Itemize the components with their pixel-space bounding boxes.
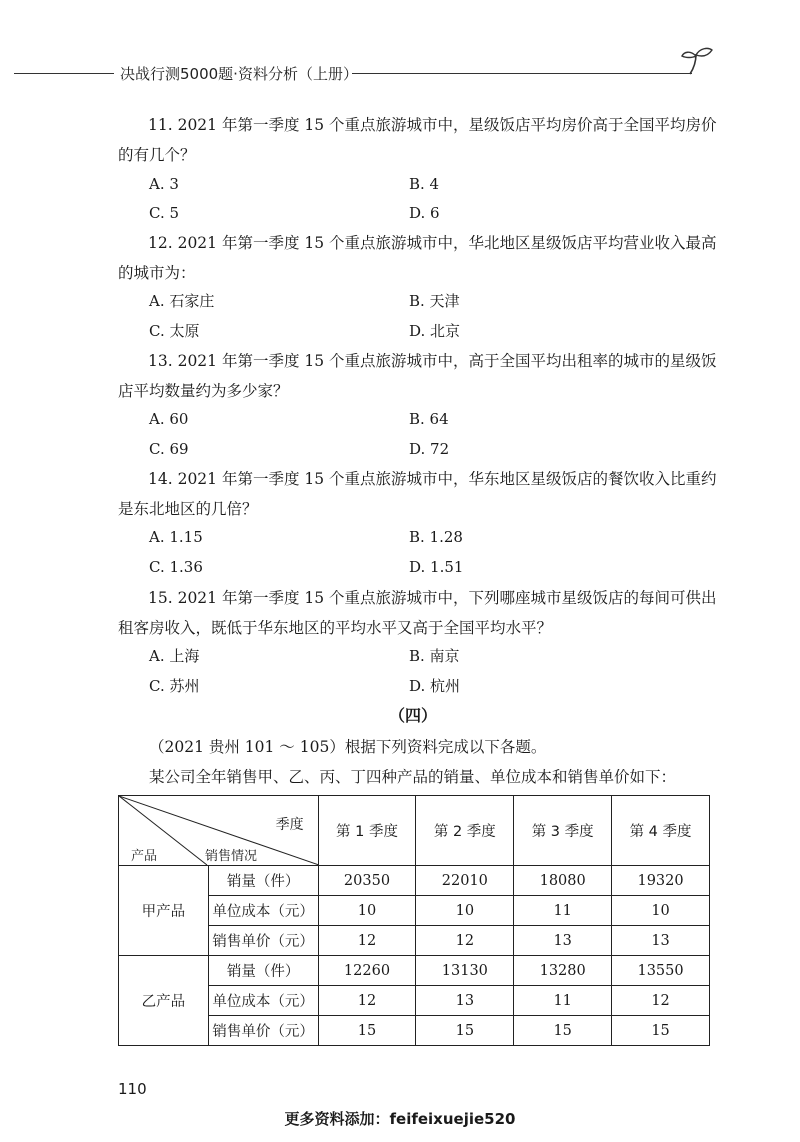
- row-label-cell: 单位成本（元）: [208, 986, 318, 1016]
- header-rule-left: [14, 73, 114, 74]
- q14-option-a: A. 1.15: [149, 528, 203, 546]
- q13-option-a: A. 60: [149, 410, 189, 428]
- corner-label-season: 季度: [275, 817, 304, 833]
- q11-option-d: D. 6: [409, 204, 440, 222]
- q11-option-c: C. 5: [149, 204, 180, 222]
- product-name-cell: 甲产品: [119, 866, 209, 956]
- table-header-row: [119, 796, 710, 866]
- running-header-title: 决战行测5000题·资料分析（上册）: [120, 65, 358, 83]
- table-cell: 13280: [514, 956, 612, 986]
- col-header-q1: 第 1 季度: [318, 796, 416, 866]
- table-cell: 11: [514, 896, 612, 926]
- q13-option-d: D. 72: [409, 440, 450, 458]
- row-label-cell: 销量（件）: [208, 956, 318, 986]
- table-cell: 13550: [612, 956, 710, 986]
- table-cell: 13: [514, 926, 612, 956]
- table-cell: 15: [318, 1016, 416, 1046]
- table-cell: 18080: [514, 866, 612, 896]
- q14-option-b: B. 1.28: [409, 528, 463, 546]
- table-cell: 12: [318, 926, 416, 956]
- table-cell: 13: [416, 986, 514, 1016]
- table-cell: 12260: [318, 956, 416, 986]
- footer-note: 更多资料添加：feifeixuejie520: [284, 1110, 516, 1128]
- row-label-cell: 销售单价（元）: [208, 1016, 318, 1046]
- q15-option-a: A. 上海: [149, 647, 200, 665]
- row-label-cell: 销量（件）: [208, 866, 318, 896]
- table-cell: 10: [416, 896, 514, 926]
- q15-option-d: D. 杭州: [409, 677, 461, 695]
- row-label-cell: 销售单价（元）: [208, 926, 318, 956]
- table-cell: 12: [416, 926, 514, 956]
- q15-option-b: B. 南京: [409, 647, 460, 665]
- table-cell: 13130: [416, 956, 514, 986]
- question-12-text: 12. 2021 年第一季度 15 个重点旅游城市中，华北地区星级饭店平均营业收入最高的城市为：: [118, 234, 717, 282]
- q13-option-c: C. 69: [149, 440, 189, 458]
- section-source: （2021 贵州 101 ～ 105）根据下列资料完成以下各题。: [149, 738, 547, 756]
- corner-label-product: 产品: [131, 849, 158, 864]
- table-row: [119, 956, 710, 986]
- q14-option-d: D. 1.51: [409, 558, 464, 576]
- table-cell: 15: [514, 1016, 612, 1046]
- col-header-q4: 第 4 季度: [612, 796, 710, 866]
- q11-option-a: A. 3: [149, 175, 179, 193]
- question-14-text: 14. 2021 年第一季度 15 个重点旅游城市中，华东地区星级饭店的餐饮收入比重约是东北地区的几倍？: [118, 470, 717, 518]
- question-11-text: 11. 2021 年第一季度 15 个重点旅游城市中，星级饭店平均房价高于全国平均房价的有几个？: [118, 116, 717, 164]
- section-title: （四）: [389, 706, 438, 725]
- table-corner-cell: [119, 796, 319, 866]
- section-intro: 某公司全年销售甲、乙、丙、丁四种产品的销量、单位成本和销售单价如下：: [149, 768, 677, 786]
- q13-option-b: B. 64: [409, 410, 449, 428]
- col-header-q3: 第 3 季度: [514, 796, 612, 866]
- question-15-text: 15. 2021 年第一季度 15 个重点旅游城市中，下列哪座城市星级饭店的每间可供出租客房收入，既低于华东地区的平均水平又高于全国平均水平？: [118, 589, 717, 637]
- q15-option-c: C. 苏州: [149, 677, 200, 695]
- table-cell: 20350: [318, 866, 416, 896]
- table-cell: 10: [318, 896, 416, 926]
- table-row: [119, 866, 710, 896]
- col-header-q2: 第 2 季度: [416, 796, 514, 866]
- table-cell: 13: [612, 926, 710, 956]
- table-cell: 19320: [612, 866, 710, 896]
- table-cell: 15: [416, 1016, 514, 1046]
- product-name-cell: 乙产品: [119, 956, 209, 1046]
- table-cell: 12: [318, 986, 416, 1016]
- table-cell: 22010: [416, 866, 514, 896]
- q11-option-b: B. 4: [409, 175, 440, 193]
- page-number: 110: [118, 1080, 147, 1098]
- sales-table: [118, 795, 710, 1046]
- header-rule-right: [352, 73, 692, 74]
- corner-label-sales: 销售情况: [205, 849, 258, 864]
- table-cell: 15: [612, 1016, 710, 1046]
- row-label-cell: 单位成本（元）: [208, 896, 318, 926]
- q12-option-c: C. 太原: [149, 322, 200, 340]
- question-13-text: 13. 2021 年第一季度 15 个重点旅游城市中，高于全国平均出租率的城市的星级饭店平均数量约为多少家？: [118, 352, 717, 400]
- q14-option-c: C. 1.36: [149, 558, 203, 576]
- sprout-icon: [680, 46, 724, 78]
- table-cell: 12: [612, 986, 710, 1016]
- table-cell: 10: [612, 896, 710, 926]
- q12-option-b: B. 天津: [409, 292, 460, 310]
- table-cell: 11: [514, 986, 612, 1016]
- q12-option-d: D. 北京: [409, 322, 461, 340]
- q12-option-a: A. 石家庄: [149, 292, 215, 310]
